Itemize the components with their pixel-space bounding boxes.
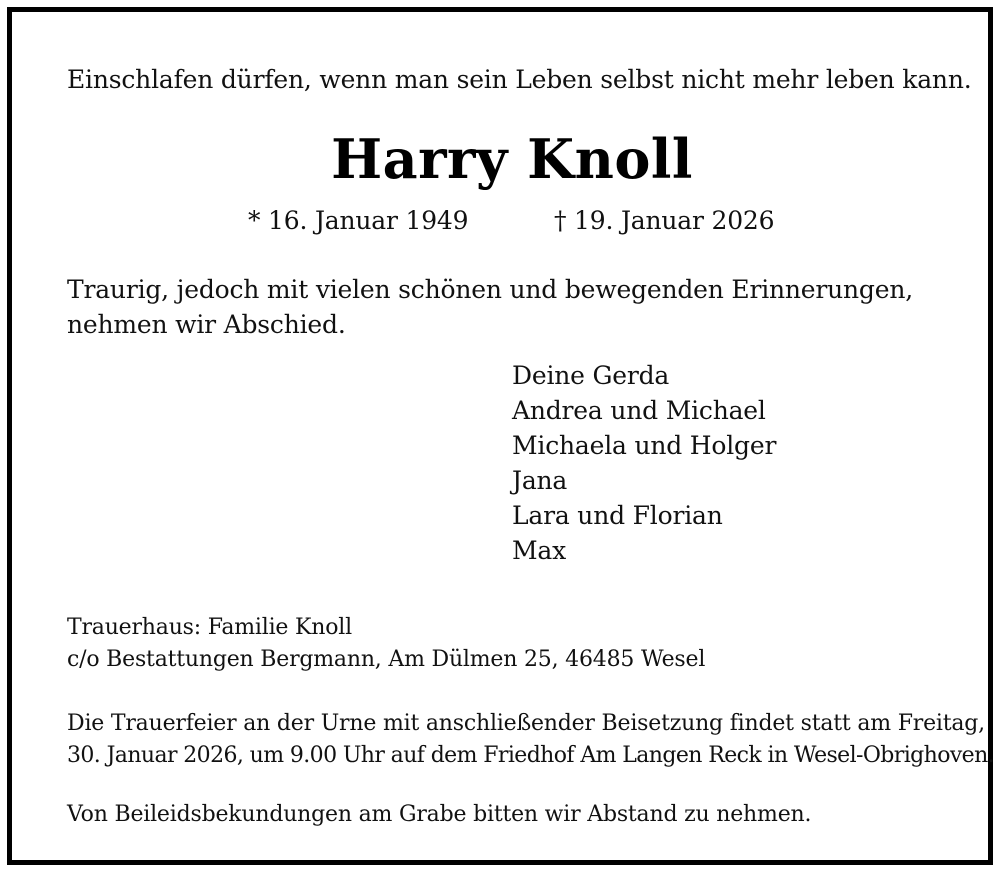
house-of-mourning-address: c/o Bestattungen Bergmann, Am Dülmen 25, 46485 Wesel xyxy=(67,647,706,672)
mourner-name: Deine Gerda xyxy=(512,361,670,390)
birth-date: * 16. Januar 1949 xyxy=(248,206,469,235)
ceremony-line: 30. Januar 2026, um 9.00 Uhr auf dem Friedhof Am Langen Reck in Wesel-Obrighoven. xyxy=(67,743,995,768)
mourner-name: Max xyxy=(512,536,567,565)
message-line: nehmen wir Abschied. xyxy=(67,310,346,339)
mourner-name: Lara und Florian xyxy=(512,501,723,530)
mourner-name: Andrea und Michael xyxy=(512,396,766,425)
ceremony-line: Die Trauerfeier an der Urne mit anschließender Beisetzung findet statt am Freitag, xyxy=(67,711,985,736)
mourner-name: Michaela und Holger xyxy=(512,431,777,460)
mourner-name: Jana xyxy=(512,466,568,495)
notice-border xyxy=(7,7,993,865)
condolence-note: Von Beileidsbekundungen am Grabe bitten wir Abstand zu nehmen. xyxy=(67,802,812,827)
motto-text: Einschlafen dürfen, wenn man sein Leben selbst nicht mehr leben kann. xyxy=(67,65,972,94)
death-date: † 19. Januar 2026 xyxy=(554,206,775,235)
house-of-mourning-line: Trauerhaus: Familie Knoll xyxy=(67,615,352,640)
message-line: Traurig, jedoch mit vielen schönen und bewegenden Erinnerungen, xyxy=(67,275,913,304)
deceased-name: Harry Knoll xyxy=(331,127,693,191)
